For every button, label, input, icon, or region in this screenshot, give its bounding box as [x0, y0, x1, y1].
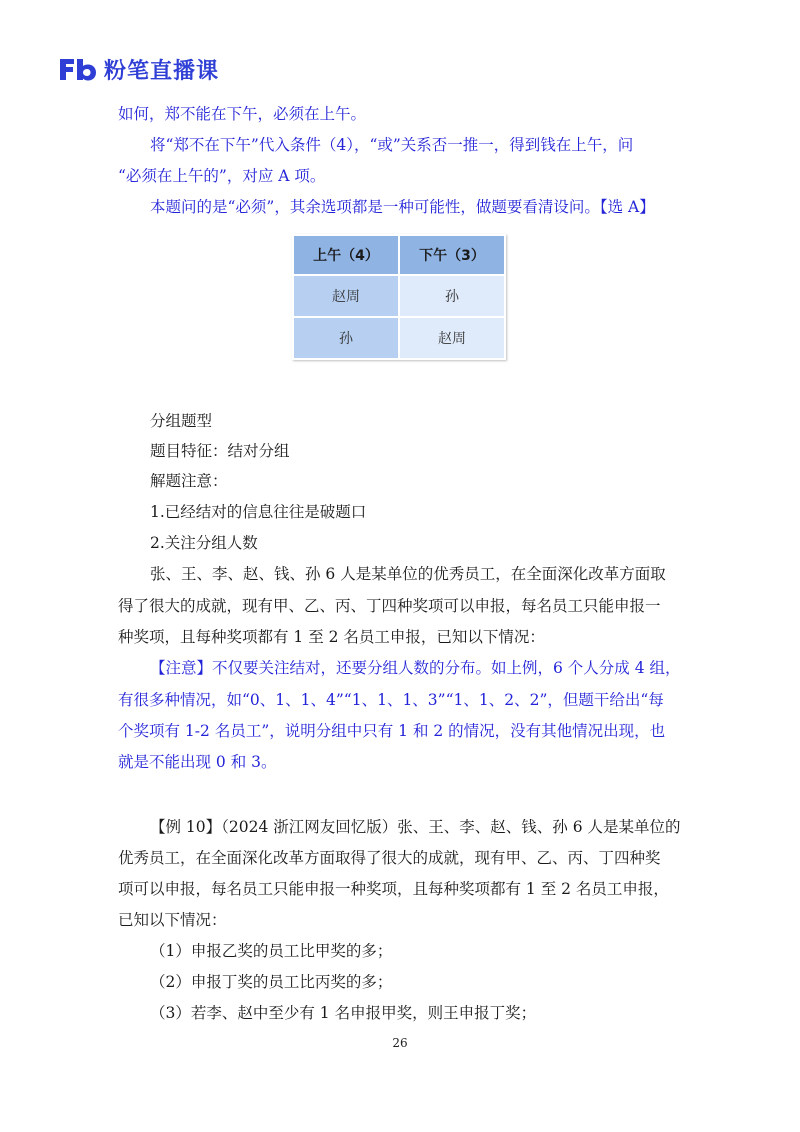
text-line: （2）申报丁奖的员工比丙奖的多； [150, 973, 393, 991]
text-line: 分组题型 [150, 412, 213, 430]
text-line: 题目特征：结对分组 [150, 442, 290, 460]
fb-logo-icon [58, 56, 98, 82]
text-line: 有很多种情况，如“0、1、1、4”“1、1、1、3”“1、1、2、2”，但题干给出“每 [118, 691, 664, 709]
text-line: “必须在上午的”，对应 A 项。 [118, 167, 326, 185]
text-line: 项可以申报，每名员工只能申报一种奖项，且每种奖项都有 1 至 2 名员工申报， [118, 880, 669, 898]
text-line: 得了很大的成就，现有甲、乙、丙、丁四种奖项可以申报，每名员工只能申报一 [118, 597, 661, 615]
text-line: 就是不能出现 0 和 3。 [118, 753, 277, 771]
text-line: 【例 10】（2024 浙江网友回忆版）张、王、李、赵、钱、孙 6 人是某单位的 [150, 818, 681, 836]
brand-logo [58, 54, 219, 84]
table-cell: 赵周 [293, 275, 399, 317]
text-line: 解题注意： [150, 472, 228, 490]
logo-text: 粉笔直播课 [104, 58, 220, 84]
table-row [293, 275, 505, 317]
table-cell: 孙 [399, 275, 505, 317]
text-line: 将“郑不在下午”代入条件（4），“或”关系否一推一，得到钱在上午，问 [150, 136, 634, 154]
text-line: 1.已经结对的信息往往是破题口 [150, 503, 367, 521]
table-cell: 赵周 [399, 317, 505, 359]
text-line: （3）若李、赵中至少有 1 名申报甲奖，则王申报丁奖； [150, 1004, 537, 1022]
text-line: 如何，郑不能在下午，必须在上午。 [118, 105, 367, 123]
table-header-row [293, 235, 505, 275]
page-number: 26 [392, 1036, 408, 1050]
table-header-morning: 上午（4） [293, 235, 399, 275]
text-line: 个奖项有 1-2 名员工”，说明分组中只有 1 和 2 的情况，没有其他情况出现，也 [118, 722, 666, 740]
text-line: 种奖项，且每种奖项都有 1 至 2 名员工申报，已知以下情况： [118, 628, 545, 646]
text-line: 优秀员工，在全面深化改革方面取得了很大的成就，现有甲、乙、丙、丁四种奖 [118, 849, 661, 867]
schedule-table [292, 234, 506, 360]
text-line: 本题问的是“必须”，其余选项都是一种可能性，做题要看清设问。【选 A】 [150, 198, 655, 216]
text-line: （1）申报乙奖的员工比甲奖的多； [150, 942, 393, 960]
text-line: 2.关注分组人数 [150, 534, 258, 552]
text-line: 已知以下情况： [118, 911, 227, 929]
table-row [293, 317, 505, 359]
table-header-afternoon: 下午（3） [399, 235, 505, 275]
table-cell: 孙 [293, 317, 399, 359]
text-line: 【注意】不仅要关注结对，还要分组人数的分布。如上例，6 个人分成 4 组， [150, 659, 681, 677]
text-line: 张、王、李、赵、钱、孙 6 人是某单位的优秀员工，在全面深化改革方面取 [150, 565, 666, 583]
